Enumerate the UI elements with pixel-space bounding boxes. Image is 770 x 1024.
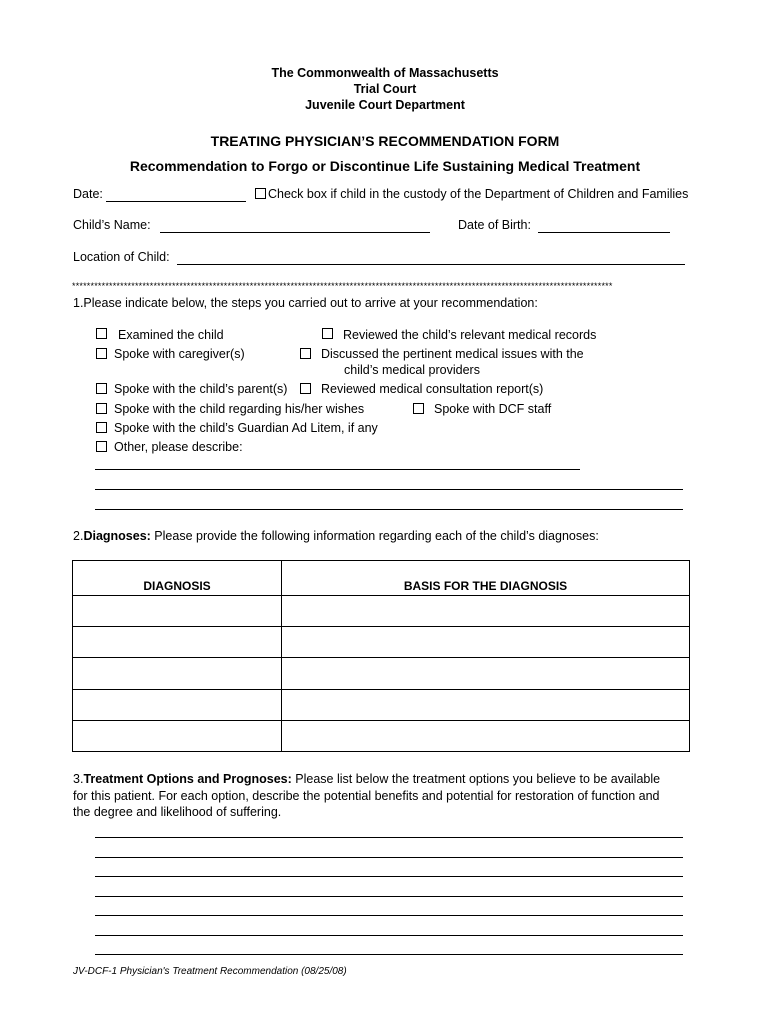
wishes-label: Spoke with the child regarding his/her wishes: [114, 402, 365, 416]
date-label: Date:: [73, 187, 103, 201]
examined-label: Examined the child: [118, 328, 224, 342]
treatment-line-5[interactable]: [95, 915, 683, 916]
discussed-label-line1: Discussed the pertinent medical issues with the: [321, 347, 584, 361]
section2-heading: [73, 529, 599, 543]
diagnosis-cell[interactable]: [73, 658, 282, 689]
basis-column-header: BASIS FOR THE DIAGNOSIS: [282, 561, 690, 596]
basis-cell[interactable]: [282, 596, 690, 627]
section3-text-line2: for this patient. For each option, describe the potential benefits and potential for restoration of function and: [73, 789, 660, 803]
caregivers-label: Spoke with caregiver(s): [114, 347, 245, 361]
parents-checkbox[interactable]: [96, 383, 107, 394]
treatment-line-4[interactable]: [95, 896, 683, 897]
records-checkbox[interactable]: [322, 328, 333, 339]
basis-cell[interactable]: [282, 689, 690, 720]
diagnosis-table: [72, 560, 690, 752]
childs-name-field[interactable]: [160, 232, 430, 233]
custody-checkbox-label: Check box if child in the custody of the Department of Children and Families: [268, 187, 689, 201]
location-label: Location of Child:: [73, 250, 170, 264]
dcf-label: Spoke with DCF staff: [434, 402, 552, 416]
date-field[interactable]: [106, 201, 246, 202]
diagnosis-cell[interactable]: [73, 720, 282, 751]
table-row: [73, 689, 690, 720]
form-title: TREATING PHYSICIAN’S RECOMMENDATION FORM: [210, 133, 560, 149]
diagnosis-column-header: DIAGNOSIS: [73, 561, 282, 596]
basis-cell[interactable]: [282, 627, 690, 658]
section2-heading-text: Please provide the following information regarding each of the child’s diagnoses:: [150, 529, 599, 543]
table-row: [73, 720, 690, 751]
diagnosis-cell[interactable]: [73, 596, 282, 627]
parents-label: Spoke with the child’s parent(s): [114, 382, 288, 396]
other-label: Other, please describe:: [114, 440, 243, 454]
location-field[interactable]: [177, 264, 685, 265]
treatment-line-7[interactable]: [95, 954, 683, 955]
form-footer: JV-DCF-1 Physician's Treatment Recommendation (08/25/08): [73, 966, 347, 977]
section3-heading-text: Please list below the treatment options you believe to be available: [291, 772, 661, 786]
consultation-label: Reviewed medical consultation report(s): [321, 382, 544, 396]
custody-checkbox[interactable]: [255, 188, 266, 199]
asterisk-separator: **************************************************************************************************************************************************: [72, 281, 613, 291]
diagnosis-cell[interactable]: [73, 689, 282, 720]
court-header-line2: Trial Court: [353, 82, 417, 96]
section3-text-line3: the degree and likelihood of suffering.: [73, 805, 282, 819]
treatment-line-2[interactable]: [95, 857, 683, 858]
form-subtitle: Recommendation to Forgo or Discontinue Life Sustaining Medical Treatment: [129, 158, 641, 174]
section3-number: 3.: [73, 772, 84, 786]
basis-cell[interactable]: [282, 720, 690, 751]
consultation-checkbox[interactable]: [300, 383, 311, 394]
other-checkbox[interactable]: [96, 441, 107, 452]
examined-checkbox[interactable]: [96, 328, 107, 339]
basis-cell[interactable]: [282, 658, 690, 689]
court-header-line1: The Commonwealth of Massachusetts: [271, 66, 499, 80]
section3-heading-bold: Treatment Options and Prognoses:: [83, 772, 292, 786]
records-label: Reviewed the child’s relevant medical records: [343, 328, 597, 342]
table-row: [73, 658, 690, 689]
section2-number: 2.: [73, 529, 84, 543]
table-header-row: [73, 561, 690, 596]
dob-field[interactable]: [538, 232, 670, 233]
childs-name-label: Child’s Name:: [73, 218, 151, 232]
section1-heading: 1.Please indicate below, the steps you carried out to arrive at your recommendation:: [73, 296, 538, 310]
other-describe-line-2[interactable]: [95, 489, 683, 490]
discussed-checkbox[interactable]: [300, 348, 311, 359]
court-header-line3: Juvenile Court Department: [305, 98, 465, 112]
section3-heading: [73, 772, 660, 786]
other-describe-line-3[interactable]: [95, 509, 683, 510]
diagnosis-cell[interactable]: [73, 627, 282, 658]
gal-checkbox[interactable]: [96, 422, 107, 433]
table-row: [73, 627, 690, 658]
discussed-label-line2: child’s medical providers: [344, 363, 480, 377]
other-describe-line-1[interactable]: [95, 469, 580, 470]
dob-label: Date of Birth:: [458, 218, 531, 232]
gal-label: Spoke with the child’s Guardian Ad Litem, if any: [114, 421, 378, 435]
table-row: [73, 596, 690, 627]
treatment-line-3[interactable]: [95, 876, 683, 877]
treatment-line-1[interactable]: [95, 837, 683, 838]
dcf-checkbox[interactable]: [413, 403, 424, 414]
treatment-line-6[interactable]: [95, 935, 683, 936]
wishes-checkbox[interactable]: [96, 403, 107, 414]
caregivers-checkbox[interactable]: [96, 348, 107, 359]
section2-heading-bold: Diagnoses:: [83, 529, 151, 543]
